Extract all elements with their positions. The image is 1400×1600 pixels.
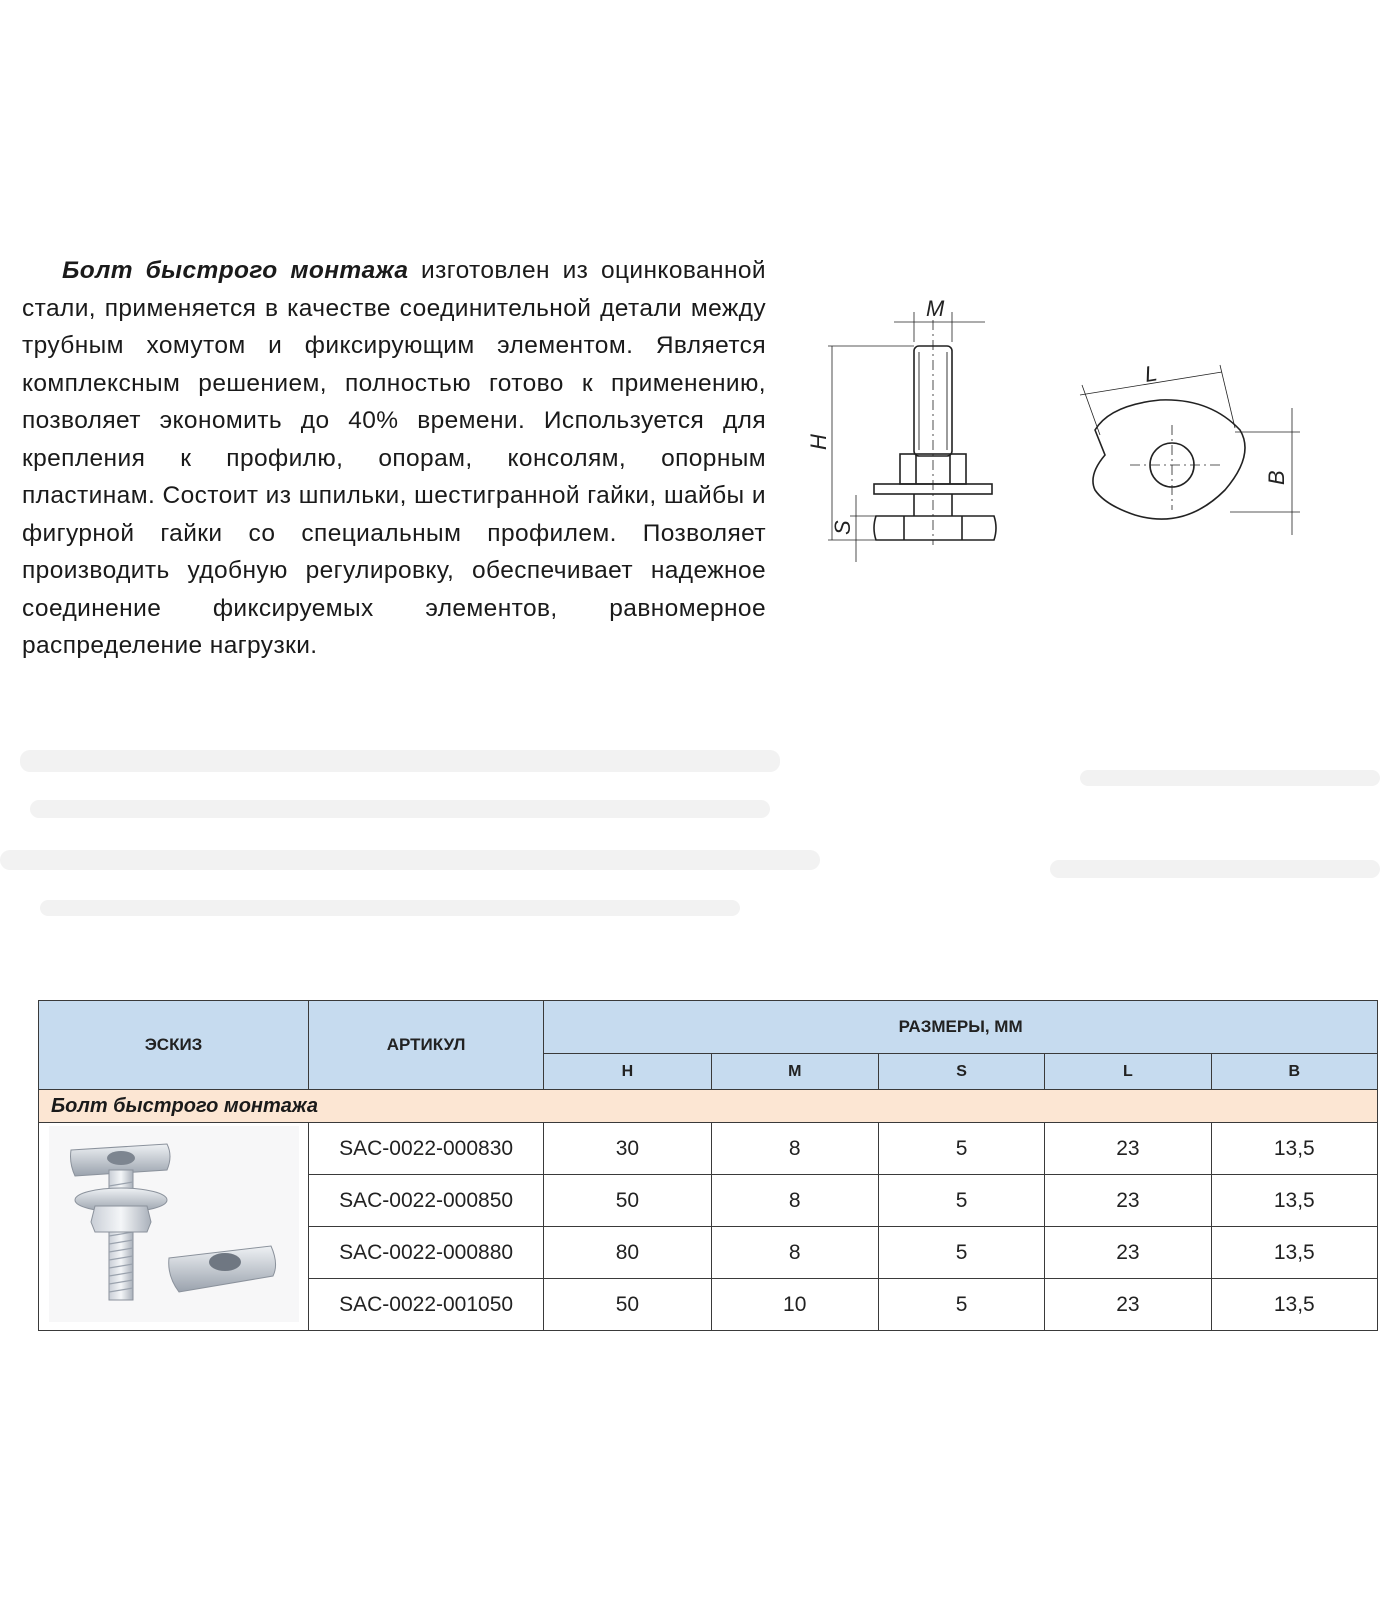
s-cell: 5: [878, 1279, 1044, 1331]
label-l: L: [1142, 360, 1159, 387]
table-row: [39, 1123, 1378, 1175]
h-cell: 80: [544, 1227, 711, 1279]
m-cell: 8: [711, 1123, 878, 1175]
product-photo: [39, 1123, 309, 1331]
shaped-nut-top: [1093, 400, 1245, 519]
s-cell: 5: [878, 1227, 1044, 1279]
label-m: M: [926, 296, 945, 321]
h-cell: 30: [544, 1123, 711, 1175]
header-article: АРТИКУЛ: [309, 1001, 544, 1090]
s-cell: 5: [878, 1123, 1044, 1175]
b-cell: 13,5: [1211, 1123, 1377, 1175]
faded-background-area: [0, 740, 1400, 950]
header-s: S: [878, 1054, 1044, 1090]
label-h: H: [806, 434, 831, 450]
article-cell: SAC-0022-000850: [309, 1175, 544, 1227]
m-cell: 10: [711, 1279, 878, 1331]
label-b: B: [1264, 470, 1289, 485]
m-cell: 8: [711, 1175, 878, 1227]
s-cell: 5: [878, 1175, 1044, 1227]
header-l: L: [1045, 1054, 1211, 1090]
specification-table: [38, 1000, 1378, 1331]
bolt-photo-illustration: [49, 1126, 299, 1322]
header-sketch: ЭСКИЗ: [39, 1001, 309, 1090]
l-cell: 23: [1045, 1123, 1211, 1175]
header-b: B: [1211, 1054, 1377, 1090]
article-cell: SAC-0022-000830: [309, 1123, 544, 1175]
header-h: H: [544, 1054, 711, 1090]
l-cell: 23: [1045, 1279, 1211, 1331]
article-cell: SAC-0022-000880: [309, 1227, 544, 1279]
l-cell: 23: [1045, 1227, 1211, 1279]
b-cell: 13,5: [1211, 1227, 1377, 1279]
header-dimensions: РАЗМЕРЫ, ММ: [544, 1001, 1378, 1054]
b-cell: 13,5: [1211, 1175, 1377, 1227]
l-cell: 23: [1045, 1175, 1211, 1227]
article-cell: SAC-0022-001050: [309, 1279, 544, 1331]
product-description: [22, 252, 766, 665]
technical-drawing: [806, 290, 1330, 580]
product-name: Болт быстрого монтажа: [62, 257, 409, 284]
shaped-nut-side: [874, 516, 996, 540]
description-body: изготовлен из оцинкованной стали, применяется в качестве соединительной детали между трубным хомутом и фиксирующим элементом. Является комплексным решением, полностью готово к применению, позволяет экономить до 40% времени. Используется для крепления к профилю, опорам, консолям, опорным пластинам. Состоит из шпильки, шестигранной гайки, шайбы и фигурной гайки со специальным профилем. Позволяет производить удобную регулировку, обеспечивает надежное соединение фиксируемых элементов, равномерное распределение нагрузки.: [22, 257, 766, 659]
group-title: Болт быстрого монтажа: [39, 1090, 1378, 1123]
h-cell: 50: [544, 1279, 711, 1331]
b-cell: 13,5: [1211, 1279, 1377, 1331]
h-cell: 50: [544, 1175, 711, 1227]
m-cell: 8: [711, 1227, 878, 1279]
label-s: S: [830, 520, 855, 535]
header-m: M: [711, 1054, 878, 1090]
